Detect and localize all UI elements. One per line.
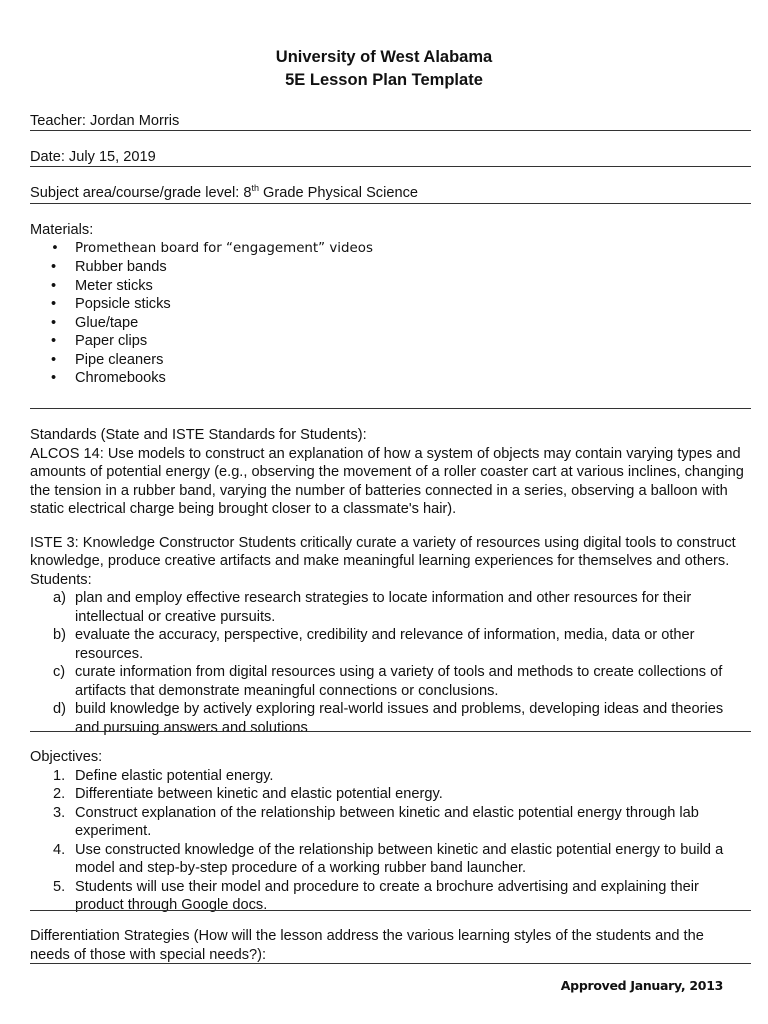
divider [30,203,751,204]
divider [30,408,751,409]
list-item [53,767,746,786]
list-marker: d) [53,701,66,717]
list-text: plan and employ effective research strategies to locate information and other resources for their intellectual or creative pursuits. [75,590,692,625]
list-item [53,589,746,626]
subject-field [30,184,746,203]
list-item [53,785,746,804]
list-text: build knowledge by actively exploring real-world issues and problems, developing ideas and theories and pursuing answers and solutions [75,701,724,736]
list-marker: 2. [53,786,66,802]
list-item: • Promethean board for “engagement” videos [75,240,746,259]
divider [30,166,751,167]
objectives-section [30,748,746,915]
document-title: University of West Alabama [275,48,493,66]
subject-sup: th [251,183,259,194]
list-text: Use constructed knowledge of the relationship between kinetic and elastic potential energy to build a model and step-by-step procedure of a working rubber band launcher. [75,841,724,876]
materials-heading: Materials: [30,222,94,238]
list-marker: 4. [53,841,66,858]
list-item [53,626,746,663]
list-marker: 5. [53,878,66,895]
document-subtitle: 5E Lesson Plan Template [285,71,483,89]
materials-list [30,240,746,388]
divider [30,910,751,911]
teacher-field: Teacher: Jordan Morris [30,113,180,129]
objectives-heading: Objectives: [30,749,103,765]
list-item: • Meter sticks [75,277,746,296]
list-text: Students will use their model and procedure to create a brochure advertising and explaining their product through Google docs. [75,878,699,913]
list-item: • Paper clips [75,332,746,351]
list-item: • Pipe cleaners [75,351,746,370]
iste-list [30,589,746,737]
list-item [53,804,746,841]
list-marker: b) [53,627,66,643]
alcos-standard: ALCOS 14: Use models to construct an explanation of how a system of objects may contain varying types and amounts of potential energy (e.g., observing the movement of a roller coaster cart at various inclines, changing the tension in a rubber band, varying the number of batteries connected in a series, observing a balloon with static electrical charge being brought closer to a classmate's hair). [30,445,744,517]
list-item: • Chromebooks [75,369,746,388]
standards-heading: Standards (State and ISTE Standards for Students): [30,427,367,443]
list-item [53,878,746,915]
list-text: Construct explanation of the relationship between kinetic and elastic potential energy through lab experiment. [75,804,699,839]
list-text: Define elastic potential energy. [75,767,274,784]
list-item: • Popsicle sticks [75,295,746,314]
divider [30,963,751,964]
list-marker: 1. [53,767,66,784]
iste-standard: ISTE 3: Knowledge Constructor Students critically curate a variety of resources using digital tools to construct knowledge, produce creative artifacts and make meaningful learning experiences for themselves and others. Students: [30,534,736,588]
list-text: evaluate the accuracy, perspective, credibility and relevance of information, media, data or other resources. [75,627,695,662]
list-item [53,841,746,878]
approval-footer: Approved January, 2013 [560,978,723,993]
objectives-list [30,767,746,915]
list-item: • Rubber bands [75,258,746,277]
list-item: • Glue/tape [75,314,746,333]
materials-section [30,221,746,388]
list-marker: c) [53,664,66,680]
subject-label: Subject area/course/grade level: 8 [30,185,252,201]
differentiation-heading: Differentiation Strategies (How will the lesson address the various learning styles of the students and the needs of those with special needs?): [30,928,704,963]
subject-rest: Grade Physical Science [259,185,418,201]
list-item [53,663,746,700]
divider [30,731,751,732]
list-marker: a) [53,590,66,606]
standards-section [30,426,746,737]
date-field: Date: July 15, 2019 [30,149,156,165]
list-text: Differentiate between kinetic and elastic potential energy. [75,786,443,802]
list-marker: 3. [53,804,66,821]
list-text: curate information from digital resources using a variety of tools and methods to create collections of artifacts that demonstrate meaningful connections or conclusions. [75,664,723,699]
divider [30,130,751,131]
